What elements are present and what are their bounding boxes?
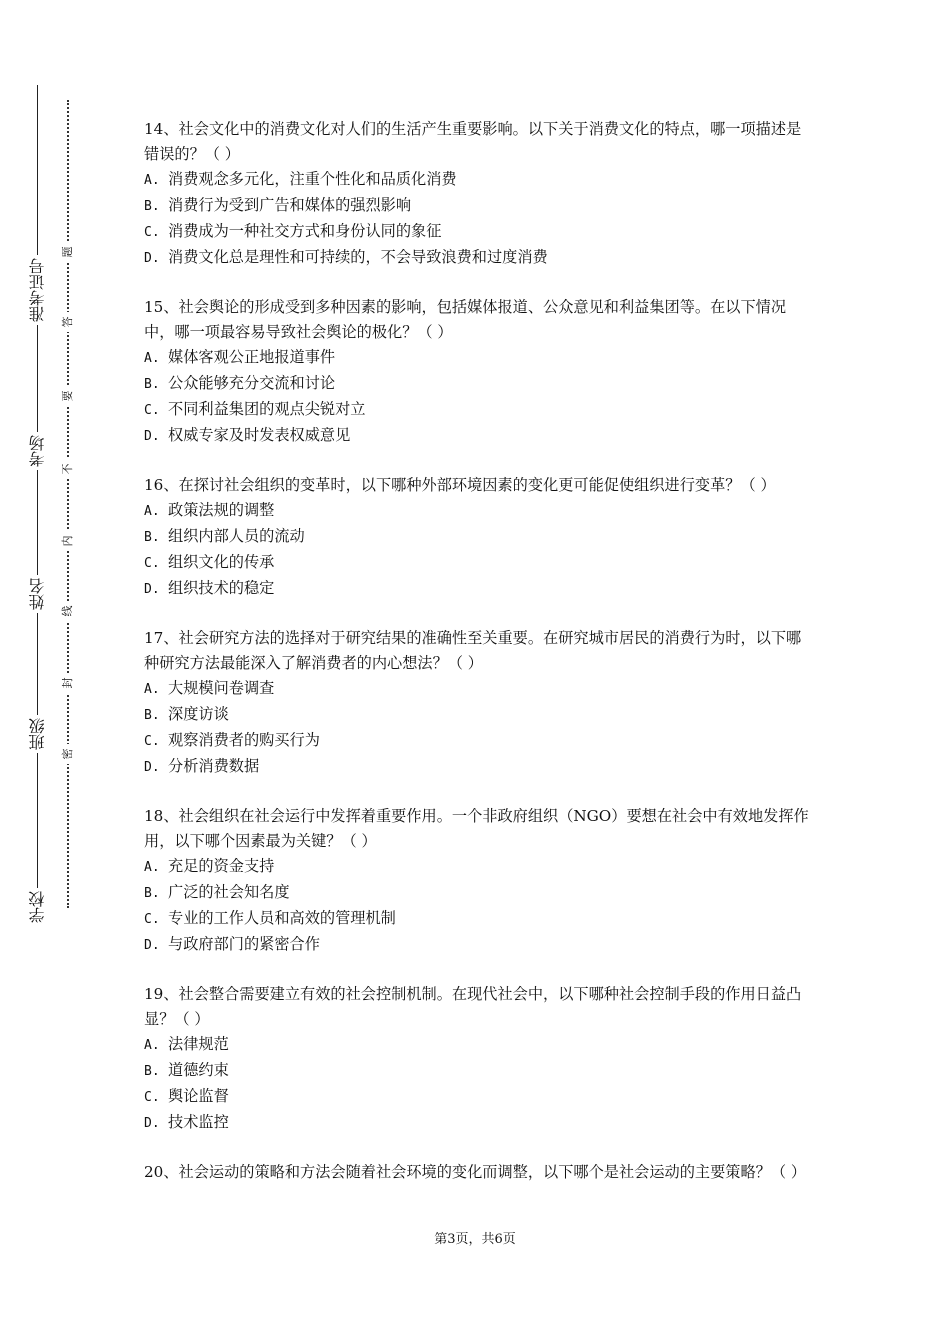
question-14 xyxy=(144,117,812,271)
option-letter: A. xyxy=(144,682,160,697)
school-label: 学校 xyxy=(22,888,54,926)
option-letter: D. xyxy=(144,938,160,953)
option-b[interactable] xyxy=(144,702,812,728)
question-stem: 14、社会文化中的消费文化对人们的生活产生重要影响。以下关于消费文化的特点，哪一项描述是错误的？（ ） xyxy=(144,120,802,163)
option-letter: D. xyxy=(144,582,160,597)
option-b[interactable] xyxy=(144,524,812,550)
option-text: 观察消费者的购买行为 xyxy=(168,731,320,749)
option-text: 大规模问卷调查 xyxy=(168,679,275,697)
option-text: 充足的资金支持 xyxy=(168,857,275,875)
option-text: 组织文化的传承 xyxy=(168,553,275,571)
option-text: 分析消费数据 xyxy=(168,757,260,775)
option-b[interactable] xyxy=(144,193,812,219)
binding-solid-line xyxy=(37,85,38,925)
option-text: 深度访谈 xyxy=(168,705,229,723)
class-label: 班级 xyxy=(22,715,54,753)
seal-dotted-line xyxy=(67,100,69,908)
option-letter: B. xyxy=(144,377,160,392)
option-text: 技术监控 xyxy=(168,1113,229,1131)
option-d[interactable] xyxy=(144,1110,812,1136)
option-c[interactable] xyxy=(144,728,812,754)
option-a[interactable] xyxy=(144,1032,812,1058)
option-a[interactable] xyxy=(144,676,812,702)
option-letter: D. xyxy=(144,429,160,444)
seal-char: 密 xyxy=(59,744,77,764)
option-letter: C. xyxy=(144,556,160,571)
question-list xyxy=(144,117,812,1209)
option-letter: A. xyxy=(144,860,160,875)
option-text: 消费行为受到广告和媒体的强烈影响 xyxy=(168,196,411,214)
option-letter: C. xyxy=(144,403,160,418)
option-a[interactable] xyxy=(144,167,812,193)
option-letter: A. xyxy=(144,351,160,366)
question-stem: 17、社会研究方法的选择对于研究结果的准确性至关重要。在研究城市居民的消费行为时，以下哪种研究方法最能深入了解消费者的内心想法？（ ） xyxy=(144,629,802,672)
exam-room-label: 考场 xyxy=(22,432,54,470)
option-letter: A. xyxy=(144,1038,160,1053)
question-stem: 19、社会整合需要建立有效的社会控制机制。在现代社会中，以下哪种社会控制手段的作用日益凸显？（ ） xyxy=(144,985,802,1028)
seal-char: 答 xyxy=(59,312,77,332)
option-letter: C. xyxy=(144,1090,160,1105)
option-letter: C. xyxy=(144,734,160,749)
question-20 xyxy=(144,1160,812,1185)
option-c[interactable] xyxy=(144,550,812,576)
option-letter: B. xyxy=(144,886,160,901)
seal-char: 封 xyxy=(59,673,77,693)
option-letter: B. xyxy=(144,1064,160,1079)
seal-char: 内 xyxy=(59,531,77,551)
option-letter: B. xyxy=(144,708,160,723)
option-text: 消费观念多元化，注重个性化和品质化消费 xyxy=(168,170,457,188)
question-15 xyxy=(144,295,812,449)
option-text: 权威专家及时发表权威意见 xyxy=(168,426,351,444)
option-letter: D. xyxy=(144,251,160,266)
option-text: 舆论监督 xyxy=(168,1087,229,1105)
question-17 xyxy=(144,626,812,780)
option-b[interactable] xyxy=(144,371,812,397)
option-text: 公众能够充分交流和讨论 xyxy=(168,374,336,392)
option-letter: B. xyxy=(144,199,160,214)
option-letter: C. xyxy=(144,912,160,927)
question-stem: 16、在探讨社会组织的变革时，以下哪种外部环境因素的变化更可能促使组织进行变革？（ ） xyxy=(144,476,776,494)
option-text: 组织技术的稳定 xyxy=(168,579,275,597)
binding-strip xyxy=(0,0,110,1344)
option-c[interactable] xyxy=(144,1084,812,1110)
option-text: 组织内部人员的流动 xyxy=(168,527,305,545)
question-18 xyxy=(144,804,812,958)
question-19 xyxy=(144,982,812,1136)
option-letter: A. xyxy=(144,173,160,188)
option-letter: D. xyxy=(144,1116,160,1131)
option-d[interactable] xyxy=(144,576,812,602)
option-text: 消费文化总是理性和可持续的，不会导致浪费和过度消费 xyxy=(168,248,548,266)
option-letter: C. xyxy=(144,225,160,240)
seal-char: 不 xyxy=(59,459,77,479)
seal-char: 题 xyxy=(59,242,77,262)
option-c[interactable] xyxy=(144,219,812,245)
option-letter: B. xyxy=(144,530,160,545)
option-text: 广泛的社会知名度 xyxy=(168,883,290,901)
option-text: 法律规范 xyxy=(168,1035,229,1053)
option-text: 消费成为一种社交方式和身份认同的象征 xyxy=(168,222,442,240)
option-text: 政策法规的调整 xyxy=(168,501,275,519)
option-text: 不同利益集团的观点尖锐对立 xyxy=(168,400,366,418)
option-a[interactable] xyxy=(144,854,812,880)
question-16 xyxy=(144,473,812,602)
question-stem: 18、社会组织在社会运行中发挥着重要作用。一个非政府组织（NGO）要想在社会中有效地发挥作用，以下哪个因素最为关键？（ ） xyxy=(144,807,809,850)
option-text: 与政府部门的紧密合作 xyxy=(168,935,320,953)
question-stem: 15、社会舆论的形成受到多种因素的影响，包括媒体报道、公众意见和利益集团等。在以下情况中，哪一项最容易导致社会舆论的极化？（ ） xyxy=(144,298,787,341)
option-d[interactable] xyxy=(144,754,812,780)
option-text: 媒体客观公正地报道事件 xyxy=(168,348,336,366)
option-b[interactable] xyxy=(144,880,812,906)
name-label: 姓名 xyxy=(22,575,54,613)
option-c[interactable] xyxy=(144,397,812,423)
option-b[interactable] xyxy=(144,1058,812,1084)
option-a[interactable] xyxy=(144,498,812,524)
option-d[interactable] xyxy=(144,932,812,958)
exam-number-label: 准考证号 xyxy=(22,255,54,325)
seal-char: 线 xyxy=(59,601,77,621)
option-a[interactable] xyxy=(144,345,812,371)
option-text: 道德约束 xyxy=(168,1061,229,1079)
option-c[interactable] xyxy=(144,906,812,932)
option-letter: D. xyxy=(144,760,160,775)
seal-char: 要 xyxy=(59,386,77,406)
page-footer: 第3页，共6页 xyxy=(434,1232,516,1247)
option-d[interactable] xyxy=(144,245,812,271)
question-stem: 20、社会运动的策略和方法会随着社会环境的变化而调整，以下哪个是社会运动的主要策略？（ ） xyxy=(144,1163,807,1181)
option-text: 专业的工作人员和高效的管理机制 xyxy=(168,909,396,927)
option-letter: A. xyxy=(144,504,160,519)
option-d[interactable] xyxy=(144,423,812,449)
